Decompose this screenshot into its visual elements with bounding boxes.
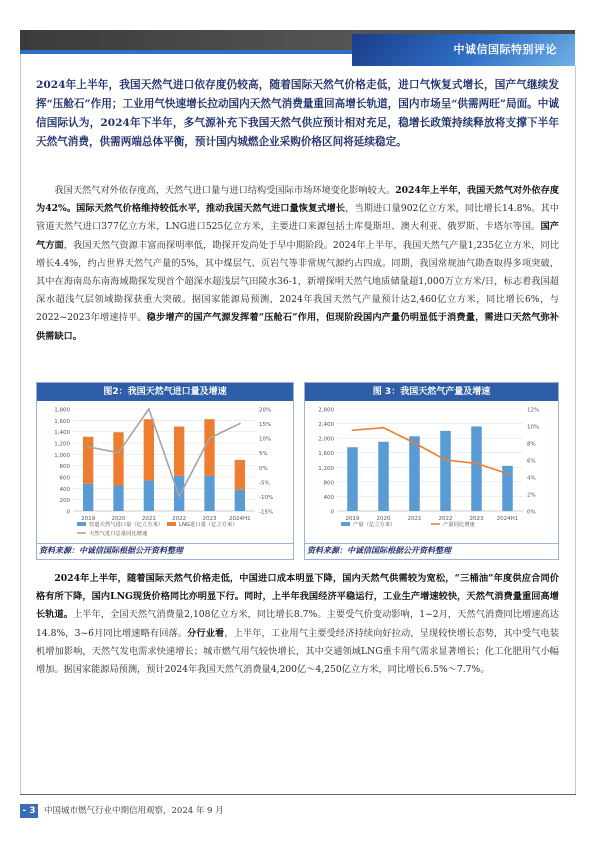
- bar: [204, 419, 214, 476]
- chart2-source: 资料来源：中诚信国际根据公开资料整理: [307, 546, 451, 555]
- line-point: [148, 408, 150, 410]
- p2-s4: ，上半年，工业用气主要受经济持续向好拉动，呈现较快增长态势，其中受气电装机增加影响，天然气发电需求快速增长；城市燃气用气较快增长，其中交通领域LNG重卡用气需求显著增长；化工化肥用气小幅增加。据国家能源局预测，预计2024年我国天然气消费量4,200亿～4,250亿立方米，同比增长6.5%～7.7%。: [36, 627, 560, 676]
- y-tick-label: 1,200: [54, 441, 70, 448]
- line-point: [209, 437, 211, 439]
- chart2-source-divider: [305, 543, 558, 544]
- x-tick-label: 2023: [202, 516, 217, 522]
- line-point: [178, 496, 180, 498]
- legend-swatch: [341, 522, 350, 526]
- header-stripe: [20, 50, 352, 54]
- legend-label: 产量（亿立方米）: [353, 522, 396, 528]
- series-line: [353, 428, 508, 474]
- p1-s2: 2024年上半年，我国天然气对外依存度为42%。国际天然气价格维持较低水平，推动我国天然气进口量恢复式增长: [36, 185, 560, 215]
- chart-production-volume: [304, 382, 559, 560]
- legend-label: 管道天然气进口量（亿立方米）: [89, 522, 164, 528]
- p2-s1: 2024年上半年，随着国际天然气价格走低，中国进口成本明显下降，国内天然气供需较为宽松，“三桶油”年度供应合同价格有所下降，国内LNG现货价格同比亦明显下行。同时，上半年我国经济平稳运行，工业生产增速较快，天然气消费量重回高增长轨道。: [36, 573, 559, 621]
- chart-import-volume: [36, 382, 294, 560]
- y2-tick-label: 12%: [527, 407, 540, 414]
- x-tick-label: 2021: [141, 516, 156, 522]
- bar: [83, 437, 93, 484]
- bar: [440, 431, 451, 511]
- y2-tick-label: 0%: [527, 509, 536, 516]
- bar: [409, 436, 420, 511]
- p2-s2: 上半年，全国天然气消费量2,108亿立方米，同比增长8.7%。主要受气价变动影响，1~2月，天然气消费同比增速高达14.8%，3~6月同比增速略有回落。: [36, 609, 559, 639]
- x-tick-label: 2020: [111, 516, 126, 522]
- legend-swatch: [77, 522, 86, 526]
- bar: [174, 427, 184, 476]
- line-point: [414, 442, 416, 444]
- line-point: [383, 427, 385, 429]
- x-tick-label: 2019: [81, 516, 96, 522]
- chart1-svg: [37, 401, 293, 541]
- bar: [235, 460, 245, 490]
- y-tick-label: 1,600: [318, 451, 334, 458]
- footer-text: 中国城市燃气行业中期信用观察，2024 年 9 月: [44, 806, 224, 816]
- bar: [471, 426, 482, 511]
- y-tick-label: 1,800: [54, 407, 70, 414]
- series-line: [88, 409, 240, 496]
- x-tick-label: 2020: [376, 516, 391, 522]
- p2-s3: 分行业看: [187, 627, 225, 639]
- y2-tick-label: -15%: [259, 509, 274, 516]
- y2-tick-label: -5%: [259, 480, 270, 487]
- frame-right-line: [575, 66, 576, 794]
- y-tick-label: 1,600: [54, 418, 70, 425]
- y2-tick-label: -10%: [259, 494, 274, 501]
- line-point: [507, 473, 509, 475]
- line-point: [118, 452, 120, 454]
- chart1-source-divider: [37, 543, 293, 544]
- p1-s6: 稳步增产的国产气源发挥着“压舱石”作用，但现阶段国内产量仍明显低于消费量，需进口天然气弥补供需缺口。: [36, 312, 559, 342]
- y2-tick-label: 2%: [527, 492, 536, 499]
- y2-tick-label: 0%: [259, 465, 268, 472]
- p1-s4: 国产气方面: [36, 221, 559, 251]
- y2-tick-label: 20%: [259, 407, 272, 414]
- line-point: [87, 446, 89, 448]
- bar: [174, 476, 184, 511]
- y-tick-label: 0: [66, 509, 70, 516]
- y2-tick-label: 8%: [527, 441, 536, 448]
- x-tick-label: 2022: [438, 516, 453, 522]
- paragraph-supply: [36, 182, 559, 346]
- y-tick-label: 2,400: [318, 422, 334, 429]
- legend-label: 天然气进口总量同比增速: [89, 531, 148, 537]
- y-tick-label: 800: [59, 464, 70, 471]
- line-point: [239, 423, 241, 425]
- y-tick-label: 400: [59, 486, 70, 493]
- paragraph-demand: [36, 570, 559, 679]
- y-tick-label: 1,200: [318, 465, 334, 472]
- chart2-title: 图 3：我国天然气产量及增速: [305, 383, 558, 401]
- p1-s1: 我国天然气对外依存度高，天然气进口量与进口结构受国际市场环境变化影响较大。: [54, 185, 396, 196]
- x-tick-label: 2021: [407, 516, 422, 522]
- legend-swatch: [167, 522, 176, 526]
- y2-tick-label: 4%: [527, 475, 536, 482]
- x-tick-label: 2022: [172, 516, 187, 522]
- y2-tick-label: 10%: [259, 436, 272, 443]
- legend-label: 产量同比增速: [443, 522, 475, 528]
- y-tick-label: 600: [59, 475, 70, 482]
- bar: [113, 432, 123, 485]
- bar: [113, 486, 123, 512]
- legend-label: LNG进口量（亿立方米）: [179, 522, 238, 528]
- y2-tick-label: 15%: [259, 422, 272, 429]
- bar: [144, 419, 154, 480]
- frame-left-line: [20, 54, 21, 794]
- y2-tick-label: 6%: [527, 458, 536, 465]
- footer-divider: [20, 794, 576, 795]
- bar: [204, 476, 214, 511]
- x-tick-label: 2019: [345, 516, 360, 522]
- line-point: [445, 459, 447, 461]
- y-tick-label: 800: [323, 480, 334, 487]
- x-tick-label: 2024H1: [496, 516, 519, 522]
- chart2-svg: [305, 401, 558, 541]
- p1-s3: ，当期进口量902亿立方米，同比增长14.8%。其中管道天然气进口377亿立方米，LNG进口525亿立方米，主要进口来源包括土库曼斯坦、澳大利亚、俄罗斯、卡塔尔等国。: [36, 203, 560, 233]
- bar: [378, 442, 389, 511]
- y-tick-label: 0: [330, 509, 334, 516]
- p1-s5: ，我国天然气资源丰富而探明率低，勘探开发尚处于早中期阶段。2024年上半年，我国天然气产量1,235亿立方米，同比增长4.4%，约占世界天然气产量的5%，其中煤层气、页岩气等非常规气源约占四成。同期，我国常规油气勘查取得多项突破，其中在海南岛东南海域勘探发现首个超深水超浅层气田陵水36-1，新增探明天然气地质储量超1,000万立方米/日，标志着我国超深水超浅气层领域勘探获重大突破。据国家能源局预测，2024年我国天然气产量预计达2,460亿立方米，同比增长6%，与2022~2023年增速持平。: [36, 239, 560, 324]
- line-point: [352, 429, 354, 431]
- x-tick-label: 2024H1: [229, 516, 251, 522]
- chart1-title: 图2：我国天然气进口量及增速: [37, 383, 293, 401]
- y-tick-label: 2,800: [318, 407, 334, 414]
- y-tick-label: 400: [323, 494, 334, 501]
- bar: [144, 480, 154, 511]
- chart1-source: 资料来源：中诚信国际根据公开资料整理: [39, 546, 183, 555]
- bar: [83, 484, 93, 511]
- bar: [235, 490, 245, 511]
- header-brand: 中诚信国际特别评论: [352, 34, 575, 66]
- y2-tick-label: 5%: [259, 451, 268, 458]
- page-number: - 3 -: [20, 804, 38, 818]
- y-tick-label: 200: [59, 498, 70, 505]
- lead-summary: 2024年上半年，我国天然气进口依存度仍较高，随着国际天然气价格走低，进口气恢复式增长，国产气继续发挥“压舱石”作用；工业用气快速增长拉动国内天然气消费量重回高增长轨道，国内市场呈“供需两旺”局面。中诚信国际认为，2024年下半年，多气源补充下我国天然气供应预计相对充足，稳增长政策持续释放将支撑下半年天然气消费，供需两端总体平衡，预计国内城燃企业采购价格区间将延续稳定。: [36, 79, 559, 148]
- y-tick-label: 1,400: [54, 430, 70, 437]
- bar: [347, 447, 358, 511]
- line-point: [476, 463, 478, 465]
- y-tick-label: 1,000: [54, 452, 70, 459]
- y-tick-label: 2,000: [318, 436, 334, 443]
- x-tick-label: 2023: [469, 516, 484, 522]
- y2-tick-label: 10%: [527, 424, 540, 431]
